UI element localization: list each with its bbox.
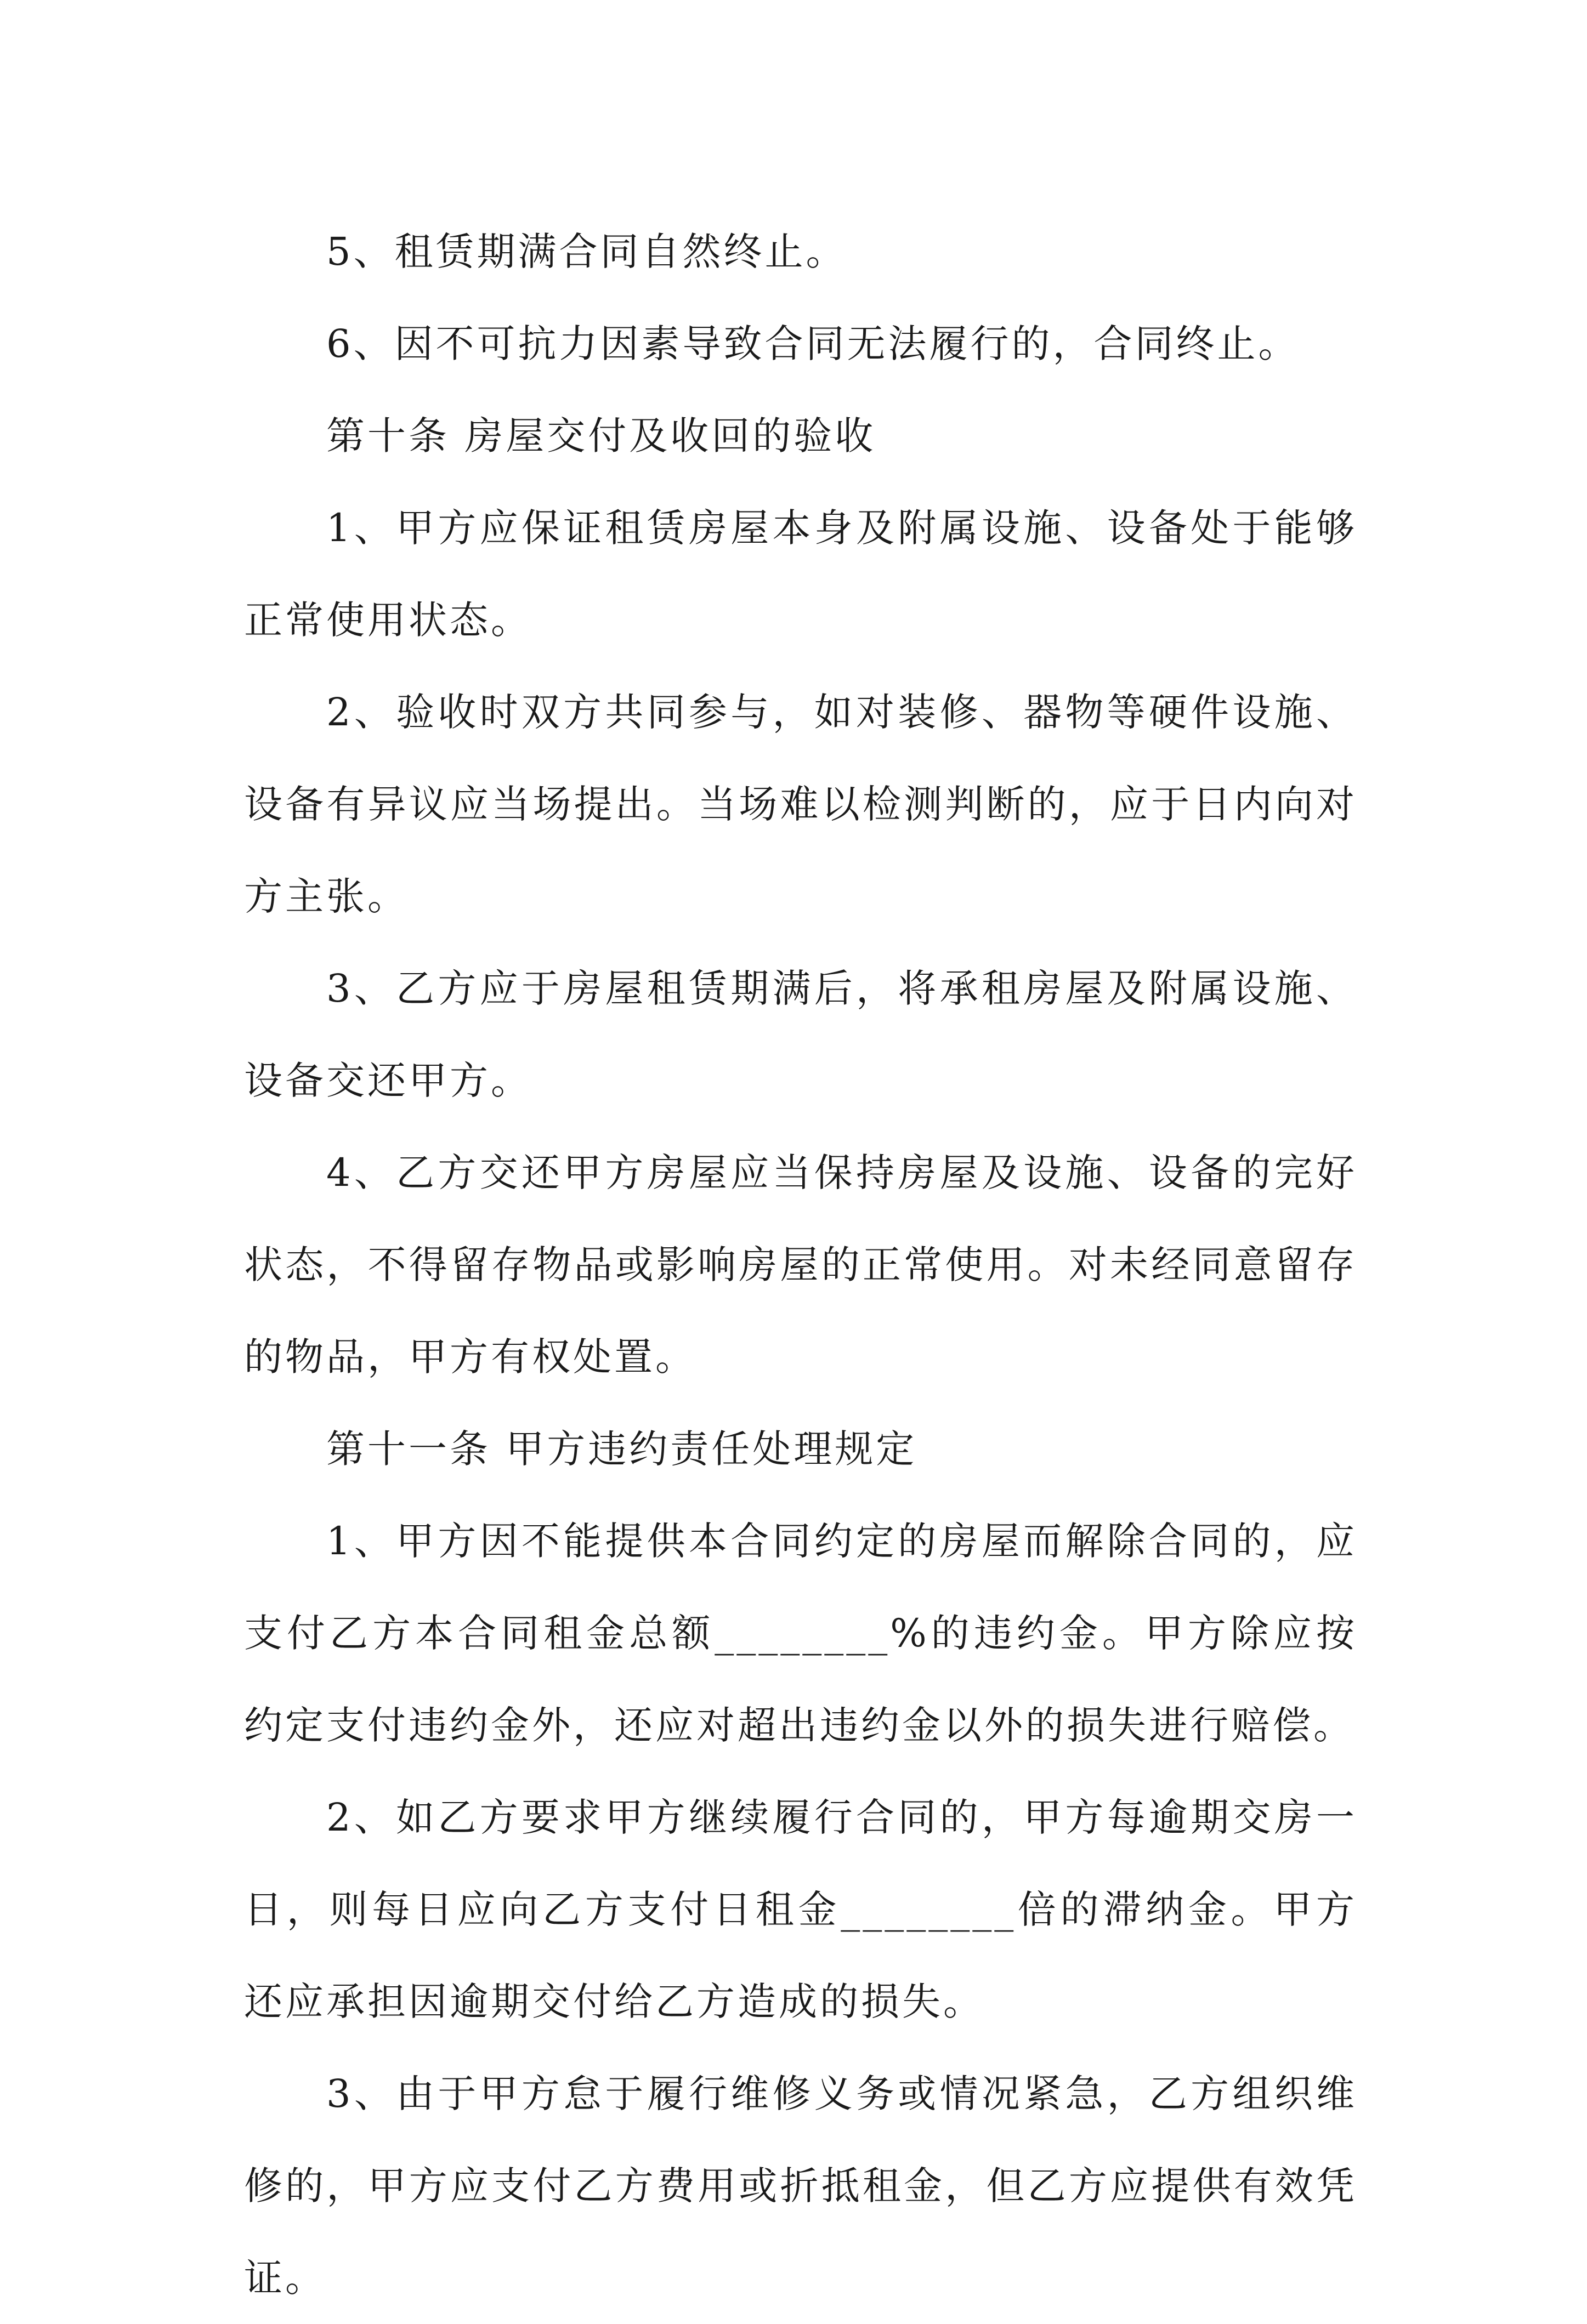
paragraph-termination-expiry: 5、租赁期满合同自然终止。 [326, 229, 847, 274]
paragraph-article-10-item-2: 2、验收时双方共同参与，如对装修、器物等硬件设施、设备有异议应当场提出。当场难以检测判断的，应于日内向对方主张。 [244, 690, 1357, 919]
paragraph-article-10-item-3: 3、乙方应于房屋租赁期满后，将承租房屋及附属设施、设备交还甲方。 [244, 966, 1357, 1103]
clause-penalty-text-before: 1、甲方因不能提供本合同约定的房屋而解除合同的，应支付乙方本合同租金总额 [244, 1519, 1357, 1656]
document-body [244, 206, 1357, 2324]
penalty-percent-blank: ________ [715, 1611, 891, 1656]
section-heading-article-11: 第十一条 甲方违约责任处理规定 [326, 1427, 917, 1471]
section-heading-article-10: 第十条 房屋交付及收回的验收 [326, 413, 876, 458]
paragraph-article-10-item-1: 1、甲方应保证租赁房屋本身及附属设施、设备处于能够正常使用状态。 [244, 505, 1357, 643]
clause-late-text-before: 2、如乙方要求甲方继续履行合同的，甲方每逾期交房一日，则每日应向乙方支付日租金 [244, 1795, 1357, 1932]
clause-late-text-after: 倍的滞纳金。甲方还应承担因逾期交付给乙方造成的损失。 [244, 1887, 1358, 2024]
paragraph-article-11-item-3: 3、由于甲方怠于履行维修义务或情况紧急，乙方组织维修的，甲方应支付乙方费用或折抵租金，但乙方应提供有效凭证。 [244, 2071, 1357, 2300]
paragraph-article-10-item-4: 4、乙方交还甲方房屋应当保持房屋及设施、设备的完好状态，不得留存物品或影响房屋的正常使用。对未经同意留存的物品，甲方有权处置。 [244, 1150, 1357, 1379]
paragraph-termination-force-majeure: 6、因不可抗力因素导致合同无法履行的，合同终止。 [326, 321, 1300, 366]
paragraph-article-11-item-1 [244, 1495, 1357, 1771]
clause-penalty-text-after: %的违约金。甲方除应按约定支付违约金外，还应对超出违约金以外的损失进行赔偿。 [244, 1611, 1358, 1748]
late-fee-multiplier-blank: ________ [841, 1887, 1017, 1932]
paragraph-article-11-item-2 [244, 1771, 1357, 2048]
